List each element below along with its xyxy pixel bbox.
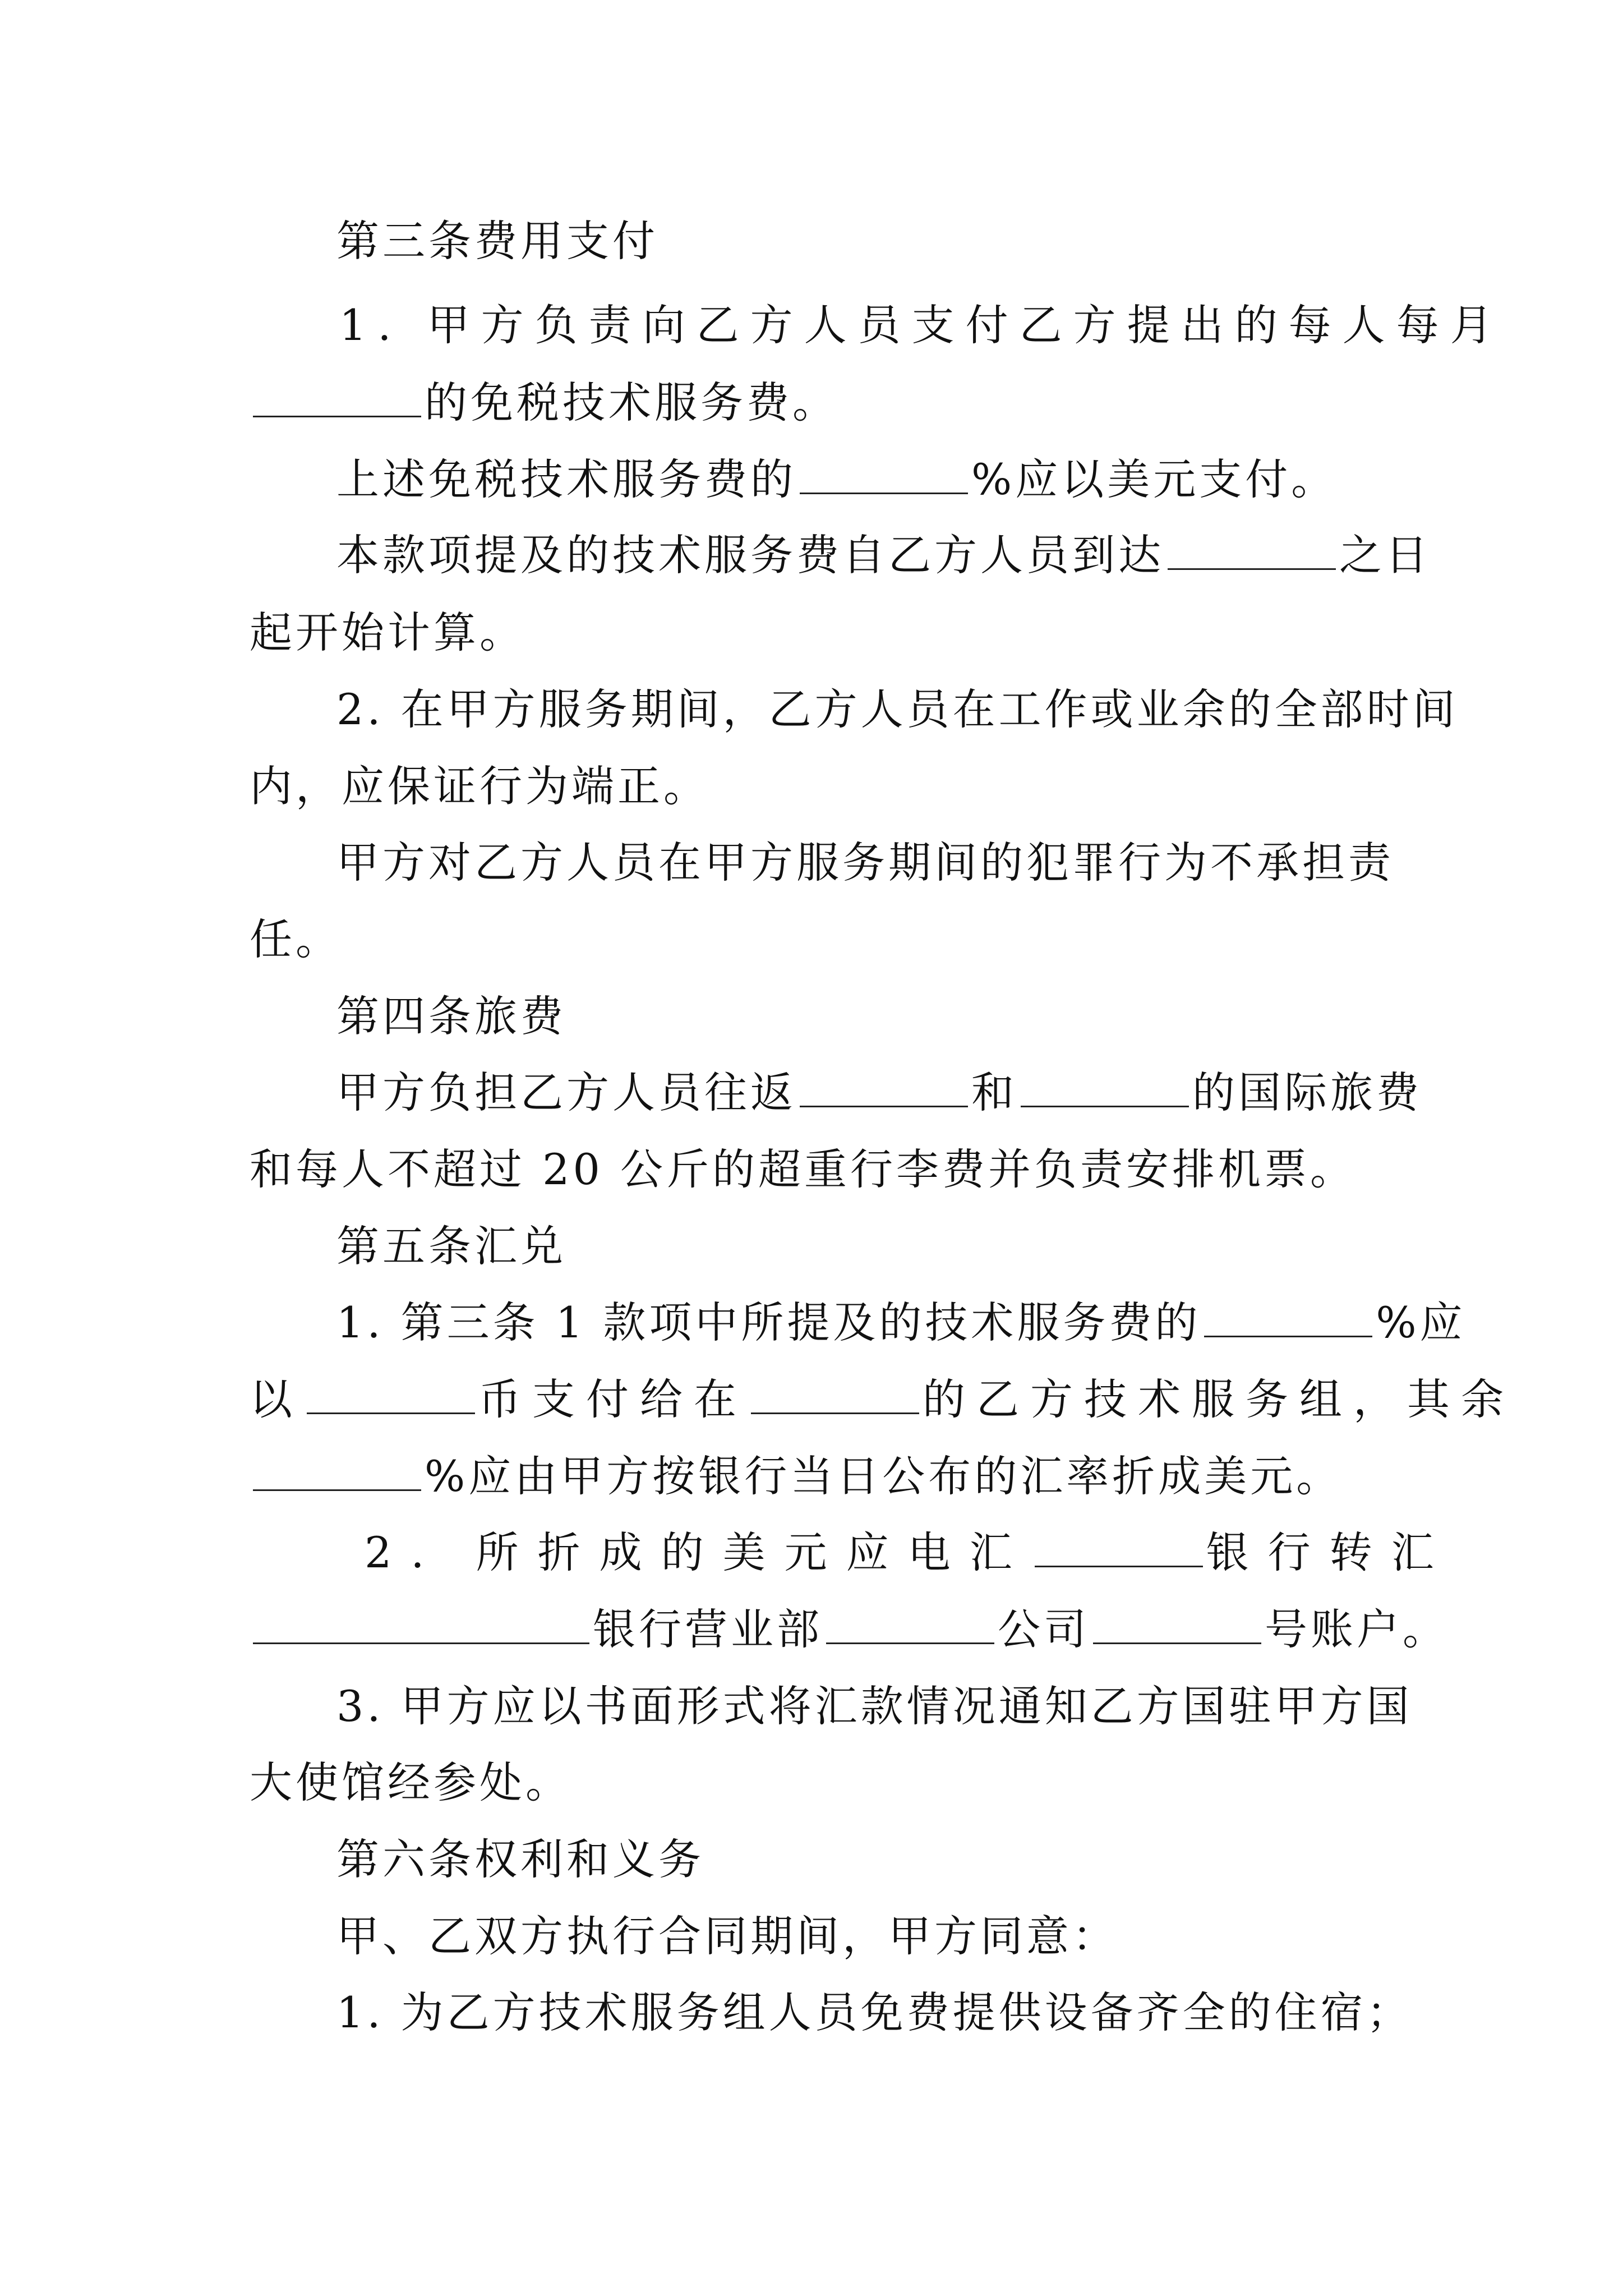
paragraph-line: 内，应保证行为端正。 (250, 761, 709, 811)
fill-in-blank[interactable] (1035, 1531, 1203, 1567)
fill-in-blank[interactable] (751, 1378, 919, 1414)
paragraph-line: 本款项提及的技术服务费自乙方人员到达 之日 (336, 530, 1431, 580)
fill-in-blank[interactable] (1204, 1301, 1372, 1337)
paragraph-line: 甲方对乙方人员在甲方服务期间的犯罪行为不承担责 (336, 838, 1394, 887)
paragraph-line: 1. 甲方负责向乙方人员支付乙方提出的每人每月 (339, 300, 1504, 350)
fill-in-blank[interactable] (1168, 533, 1336, 570)
article-4-heading: 第四条旅费 (336, 991, 566, 1041)
fill-in-blank[interactable] (800, 458, 968, 494)
paragraph-line: 银行营业部 公司 号账户。 (250, 1602, 1449, 1658)
paragraph-line: 2. 在甲方服务期间，乙方人员在工作或业余的全部时间 (336, 684, 1459, 734)
paragraph-line: %应由甲方按银行当日公布的汇率折成美元。 (250, 1448, 1342, 1504)
paragraph-line: 甲、乙双方执行合同期间，甲方同意： (336, 1911, 1118, 1961)
paragraph-line: 2. 所折成的美元应电汇 银行转汇 (365, 1527, 1453, 1577)
paragraph-line: 1. 第三条 1 款项中所提及的技术服务费的 %应 (336, 1297, 1466, 1347)
paragraph-line: 的免税技术服务费。 (250, 375, 838, 431)
paragraph-line: 上述免税技术服务费的 %应以美元支付。 (336, 454, 1338, 504)
fill-in-blank[interactable] (307, 1378, 475, 1414)
fill-in-blank[interactable] (826, 1608, 994, 1644)
paragraph-line: 起开始计算。 (250, 608, 525, 657)
fill-in-blank[interactable] (253, 381, 421, 417)
fill-in-blank[interactable] (1021, 1071, 1189, 1107)
article-3-heading: 第三条费用支付 (336, 216, 658, 266)
fill-in-blank[interactable] (253, 1455, 421, 1491)
paragraph-line: 3. 甲方应以书面形式将汇款情况通知乙方国驻甲方国 (336, 1681, 1413, 1731)
paragraph-line: 和每人不超过 20 公斤的超重行李费并负责安排机票。 (250, 1144, 1357, 1194)
fill-in-blank[interactable] (800, 1071, 968, 1107)
article-6-heading: 第六条权利和义务 (336, 1834, 704, 1884)
paragraph-line: 任。 (250, 914, 342, 964)
paragraph-line: 甲方负担乙方人员往返 和 的国际旅费 (336, 1068, 1422, 1117)
fill-in-blank[interactable] (1093, 1608, 1261, 1644)
paragraph-line: 大使馆经参处。 (250, 1757, 571, 1807)
fill-in-blank[interactable] (253, 1608, 589, 1644)
paragraph-line: 1. 为乙方技术服务组人员免费提供设备齐全的住宿； (336, 1987, 1413, 2037)
paragraph-line: 以 币支付给在 的乙方技术服务组，其余 (250, 1374, 1515, 1424)
article-5-heading: 第五条汇兑 (336, 1221, 566, 1271)
